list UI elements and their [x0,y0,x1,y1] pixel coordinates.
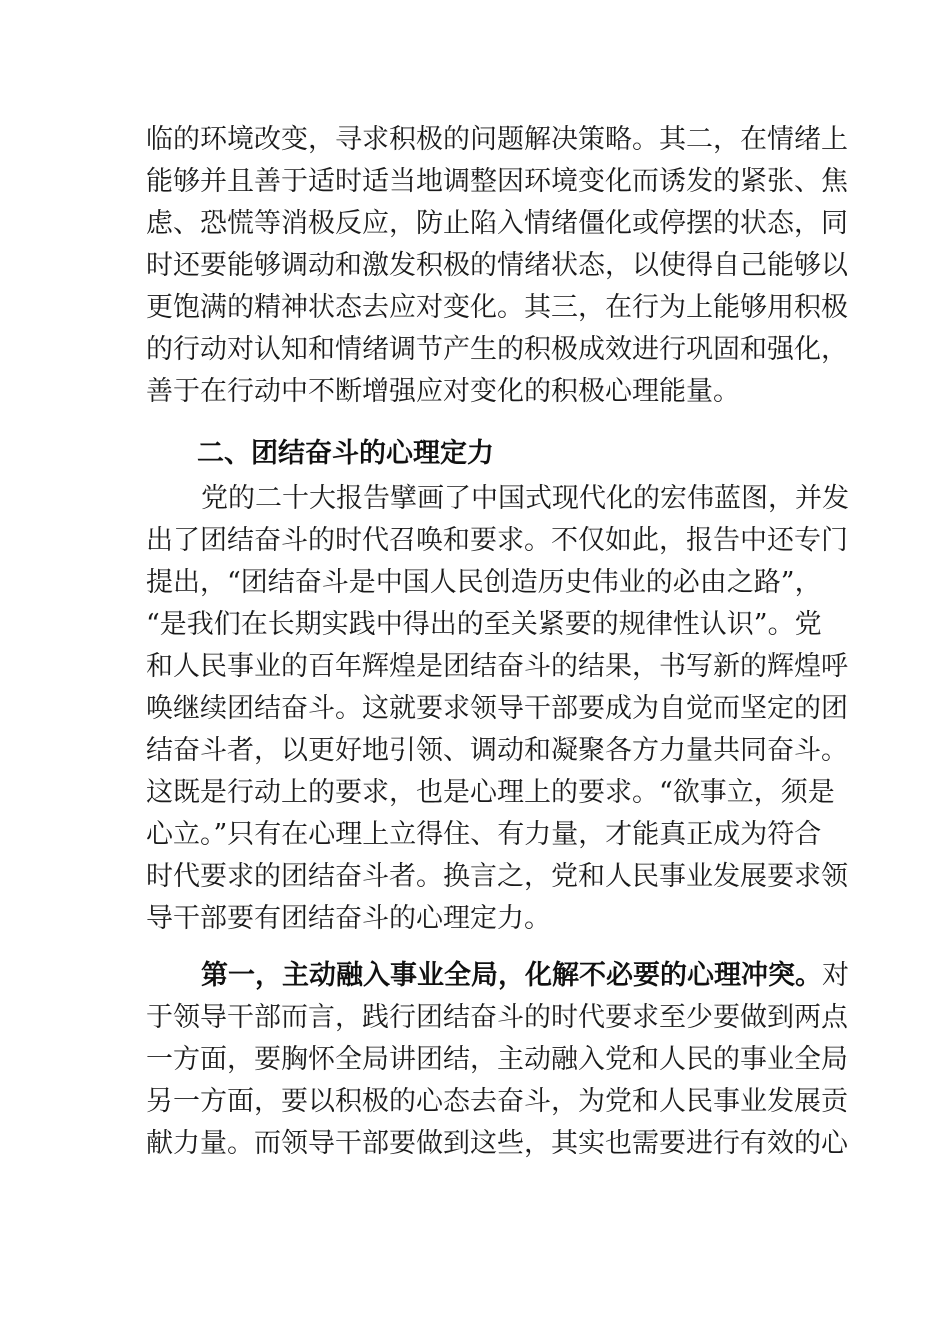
bold-lead-text: 第一，主动融入事业全局，化解不必要的心理冲突。 [201,960,822,991]
paragraph-lead-line [201,954,849,998]
text-line: 善于在行动中不断增强应对变化的积极心理能量。 [146,376,740,407]
text-line: 导干部要有团结奋斗的心理定力。 [146,903,551,934]
lead-rest-text: 对 [822,960,849,991]
text-line: 临的环境改变，寻求积极的问题解决策略。其二，在情绪上 [146,124,848,155]
text-line: 虑、恐慌等消极反应，防止陷入情绪僵化或停摆的状态，同 [146,208,848,239]
text-line: 唤继续团结奋斗。这就要求领导干部要成为自觉而坚定的团 [146,693,848,724]
text-line: 和人民事业的百年辉煌是团结奋斗的结果，书写新的辉煌呼 [146,651,848,682]
text-line: 更饱满的精神状态去应对变化。其三，在行为上能够用积极 [146,292,848,323]
text-line: 献力量。而领导干部要做到这些，其实也需要进行有效的心 [146,1128,848,1159]
text-line: 时代要求的团结奋斗者。换言之，党和人民事业发展要求领 [146,861,848,892]
text-line: 出了团结奋斗的时代召唤和要求。不仅如此，报告中还专门 [146,525,848,556]
text-line: 能够并且善于适时适当地调整因环境变化而诱发的紧张、焦 [146,166,848,197]
text-line: 结奋斗者，以更好地引领、调动和凝聚各方力量共同奋斗。 [146,735,848,766]
text-line: “是我们在长期实践中得出的至关紧要的规律性认识”。党 [146,609,822,640]
text-line: 另一方面，要以积极的心态去奋斗，为党和人民事业发展贡 [146,1086,848,1117]
text-line: 时还要能够调动和激发积极的情绪状态，以使得自己能够以 [146,250,848,281]
text-line: 党的二十大报告擘画了中国式现代化的宏伟蓝图，并发 [201,483,849,514]
section-heading: 二、团结奋斗的心理定力 [197,438,494,469]
text-line: 一方面，要胸怀全局讲团结，主动融入党和人民的事业全局 [146,1044,848,1075]
text-line: 心立。”只有在心理上立得住、有力量，才能真正成为符合 [146,819,822,850]
text-line: 提出，“团结奋斗是中国人民创造历史伟业的必由之路”， [146,567,822,598]
text-line: 于领导干部而言，践行团结奋斗的时代要求至少要做到两点 [146,1002,848,1033]
text-line: 这既是行动上的要求，也是心理上的要求。“欲事立，须是 [146,777,835,808]
text-line: 的行动对认知和情绪调节产生的积极成效进行巩固和强化， [146,334,848,365]
